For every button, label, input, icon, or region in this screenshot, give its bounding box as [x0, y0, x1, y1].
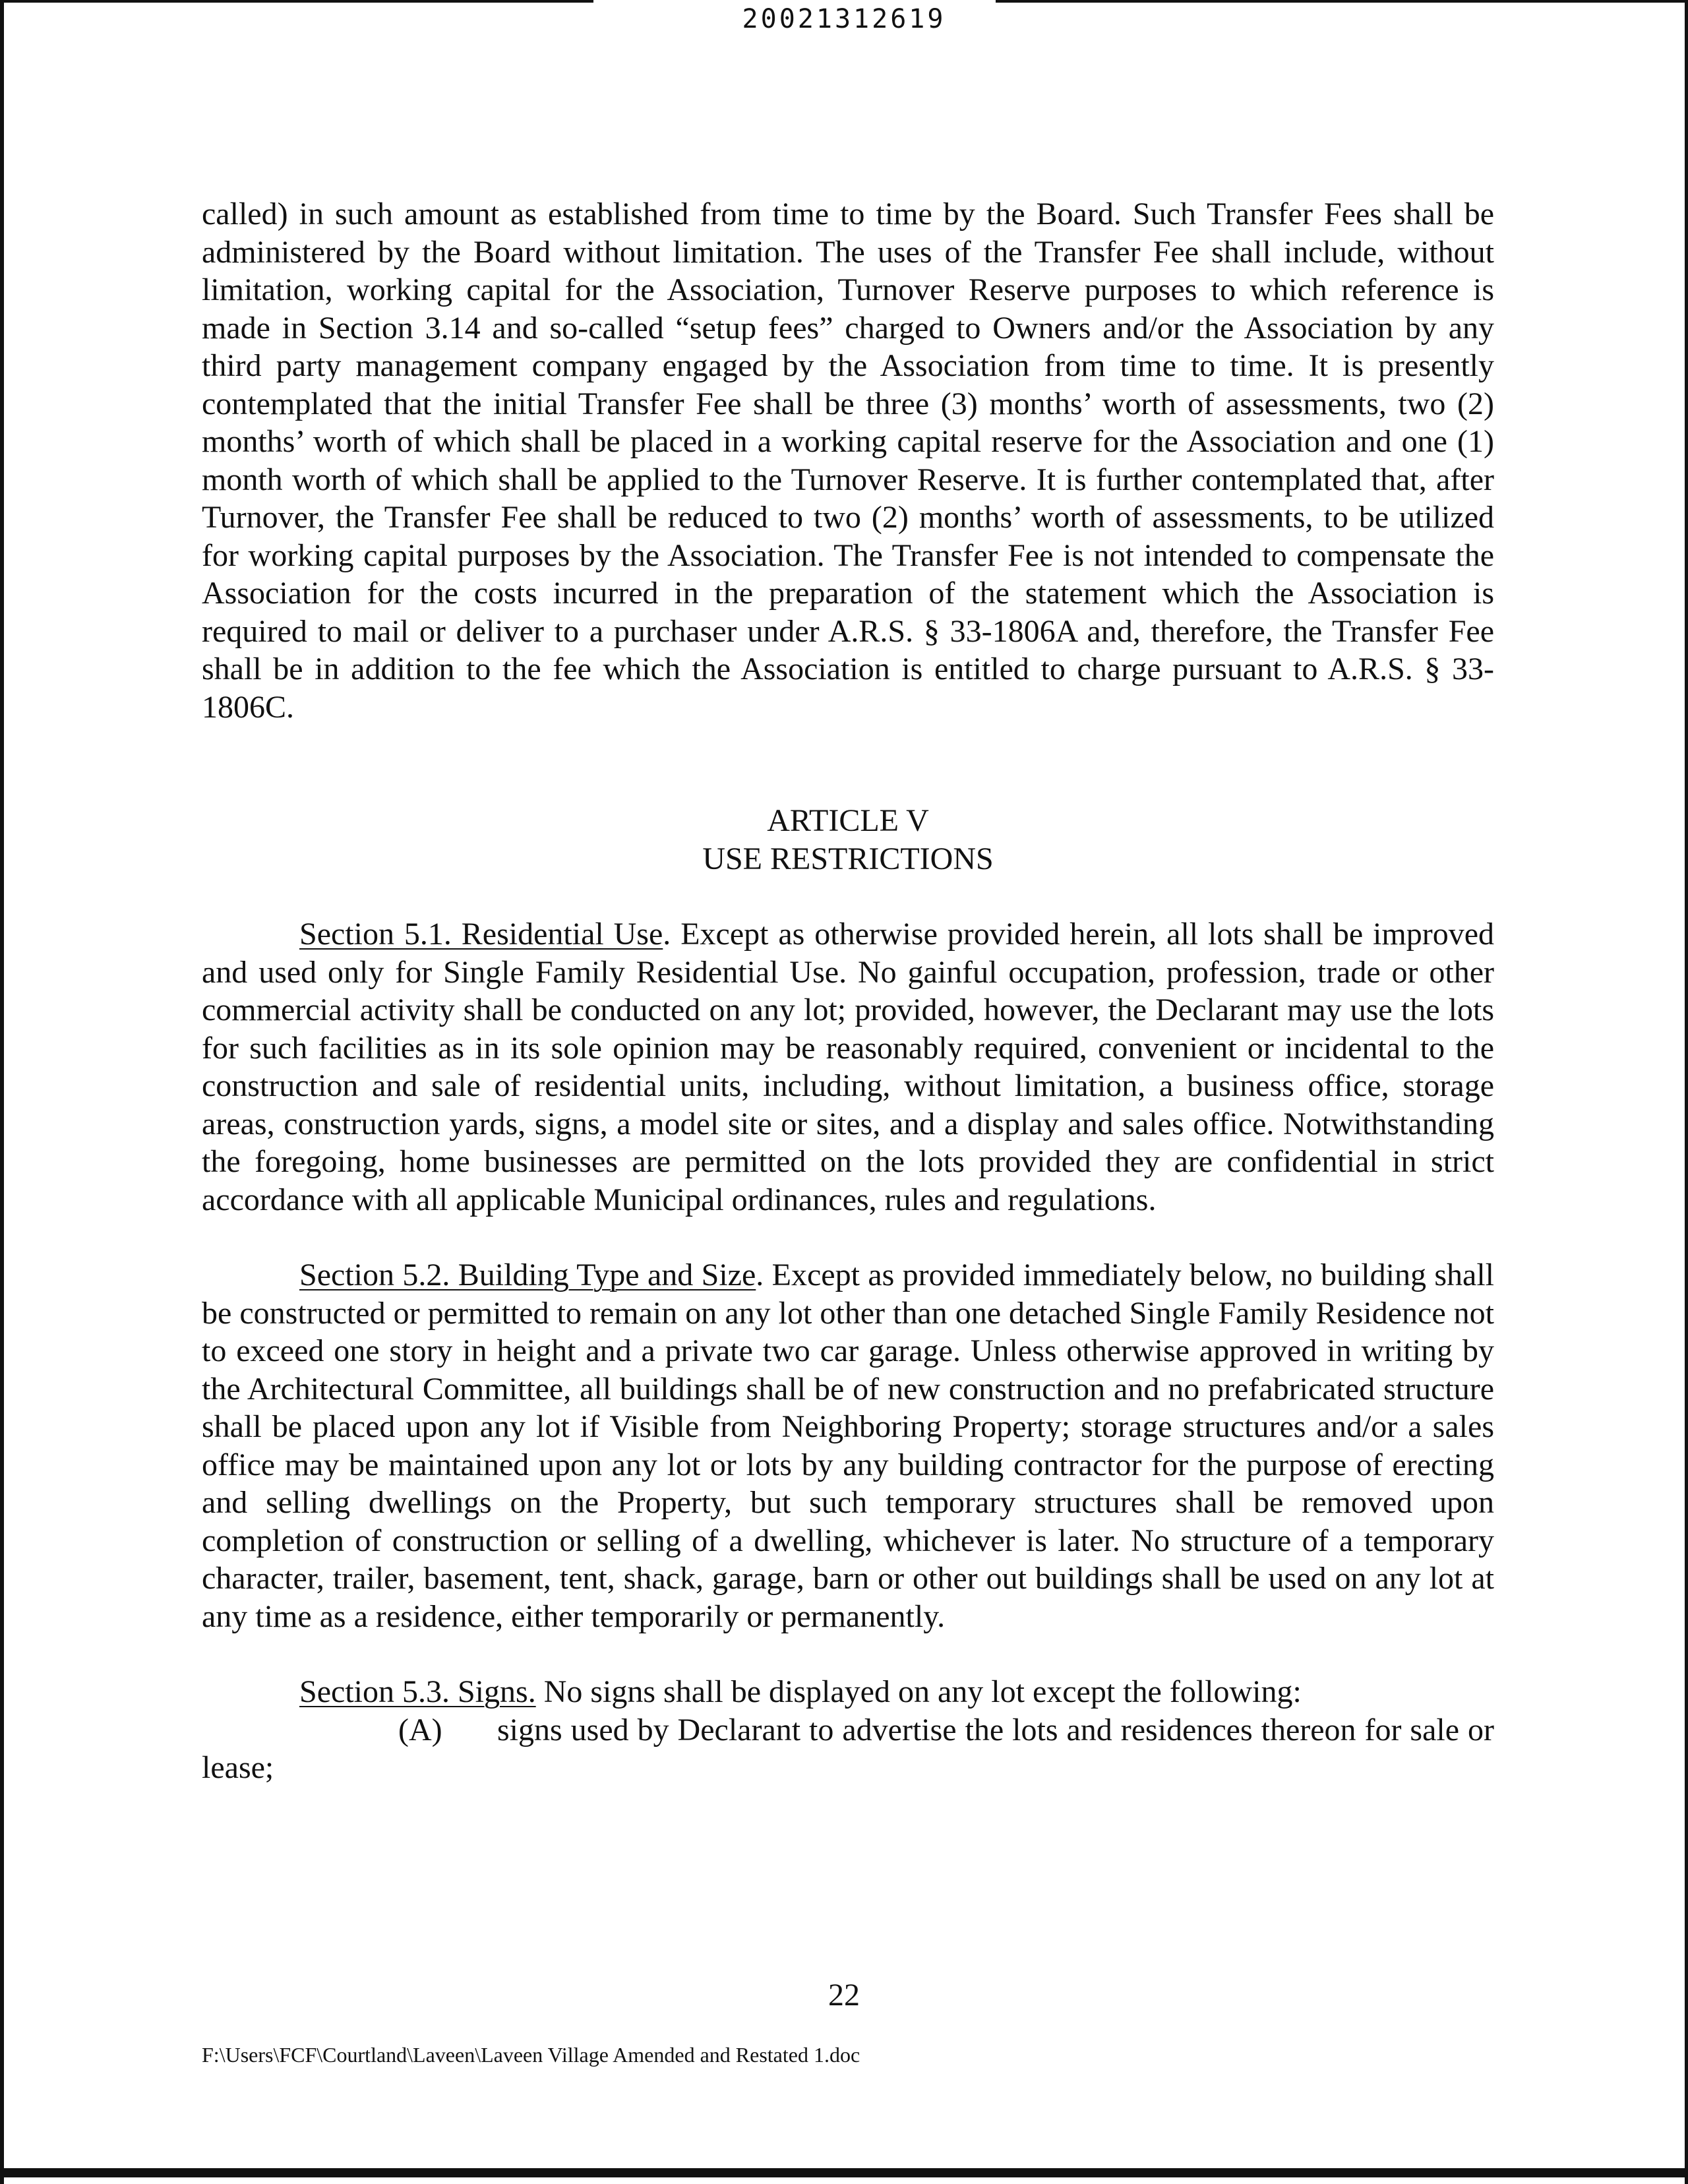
page-number: 22 — [828, 1978, 860, 2013]
page-body — [202, 195, 1494, 1787]
section-5-1-text: . Except as otherwise provided herein, all lots shall be improved and used only for Single Family Residential Use. No gainful occupation, profession, trade or other commercial activity shall be conducted on any lot; provided, however, the Declarant may use the lots for such facilities as in its sole opinion may be reasonably required, convenient or incidental to the construction and sale of residential units, including, without limitation, a business office, storage areas, construction yards, signs, a model site or sites, and a display and sales office. Notwithstanding the foregoing, home businesses are permitted on the lots provided they are confidential in strict accordance with all applicable Municipal ordinances, rules and regulations. — [202, 917, 1494, 1217]
section-5-3-text: No signs shall be displayed on any lot except the following: — [535, 1674, 1302, 1709]
section-5-3-paragraph — [202, 1673, 1494, 1711]
list-item-a — [202, 1711, 1494, 1787]
section-5-1-heading: Section 5.1. Residential Use — [299, 917, 663, 952]
section-5-2-text: . Except as provided immediately below, no building shall be constructed or permitted to remain on any lot other than one detached Single Family Residence not to exceed one story in height and a private two car garage. Unless otherwise approved in writing by the Architectural Committee, all buildings shall be of new construction and no prefabricated structure shall be placed upon any lot if Visible from Neighboring Property; storage structures and/or a sales office may be maintained upon any lot or lots by any building contractor for the purpose of erecting and selling dwellings on the Property, but such temporary structures shall be removed upon completion of construction or selling of a dwelling, whichever is later. No structure of a temporary character, trailer, basement, tent, shack, garage, barn or other out buildings shall be used on any lot at any time as a residence, either temporarily or permanently. — [202, 1258, 1495, 1634]
left-scan-edge — [0, 0, 4, 2184]
bottom-scan-rule — [0, 2168, 1688, 2177]
section-5-2-paragraph — [202, 1256, 1494, 1635]
document-number: 20021312619 — [742, 4, 946, 34]
article-heading — [202, 802, 1494, 878]
article-number: ARTICLE V — [767, 803, 929, 838]
list-item-a-label: (A) — [398, 1712, 442, 1747]
article-title: USE RESTRICTIONS — [702, 841, 994, 876]
list-item-a-text: signs used by Declarant to advertise the lots and residences thereon for sale or lease; — [202, 1712, 1494, 1785]
section-5-2-heading: Section 5.2. Building Type and Size — [299, 1258, 756, 1292]
file-path-footer: F:\Users\FCF\Courtland\Laveen\Laveen Village Amended and Restated 1.doc — [202, 2043, 860, 2067]
transfer-fee-paragraph: called) in such amount as established from time to time by the Board. Such Transfer Fees shall be administered by the Board without limitation. The uses of the Transfer Fee shall include, without limitation, working capital for the Association, Turnover Reserve purposes to which reference is made in Section 3.14 and so-called “setup fees” charged to Owners and/or the Association by any third party management company engaged by the Association from time to time. It is presently contemplated that the initial Transfer Fee shall be three (3) months’ worth of assessments, two (2) months’ worth of which shall be placed in a working capital reserve for the Association and one (1) month worth of which shall be applied to the Turnover Reserve. It is further contemplated that, after Turnover, the Transfer Fee shall be reduced to two (2) months’ worth of assessments, to be utilized for working capital purposes by the Association. The Transfer Fee is not intended to compensate the Association for the costs incurred in the preparation of the statement which the Association is required to mail or deliver to a purchaser under A.R.S. § 33-1806A and, therefore, the Transfer Fee shall be in addition to the fee which the Association is entitled to charge pursuant to A.R.S. § 33-1806C. — [202, 197, 1494, 725]
top-scan-rule-right — [996, 0, 1688, 3]
right-scan-edge — [1685, 0, 1688, 2184]
section-5-3-heading: Section 5.3. Signs. — [299, 1674, 536, 1709]
section-5-1-paragraph — [202, 915, 1494, 1219]
top-scan-rule-left — [0, 0, 593, 3]
